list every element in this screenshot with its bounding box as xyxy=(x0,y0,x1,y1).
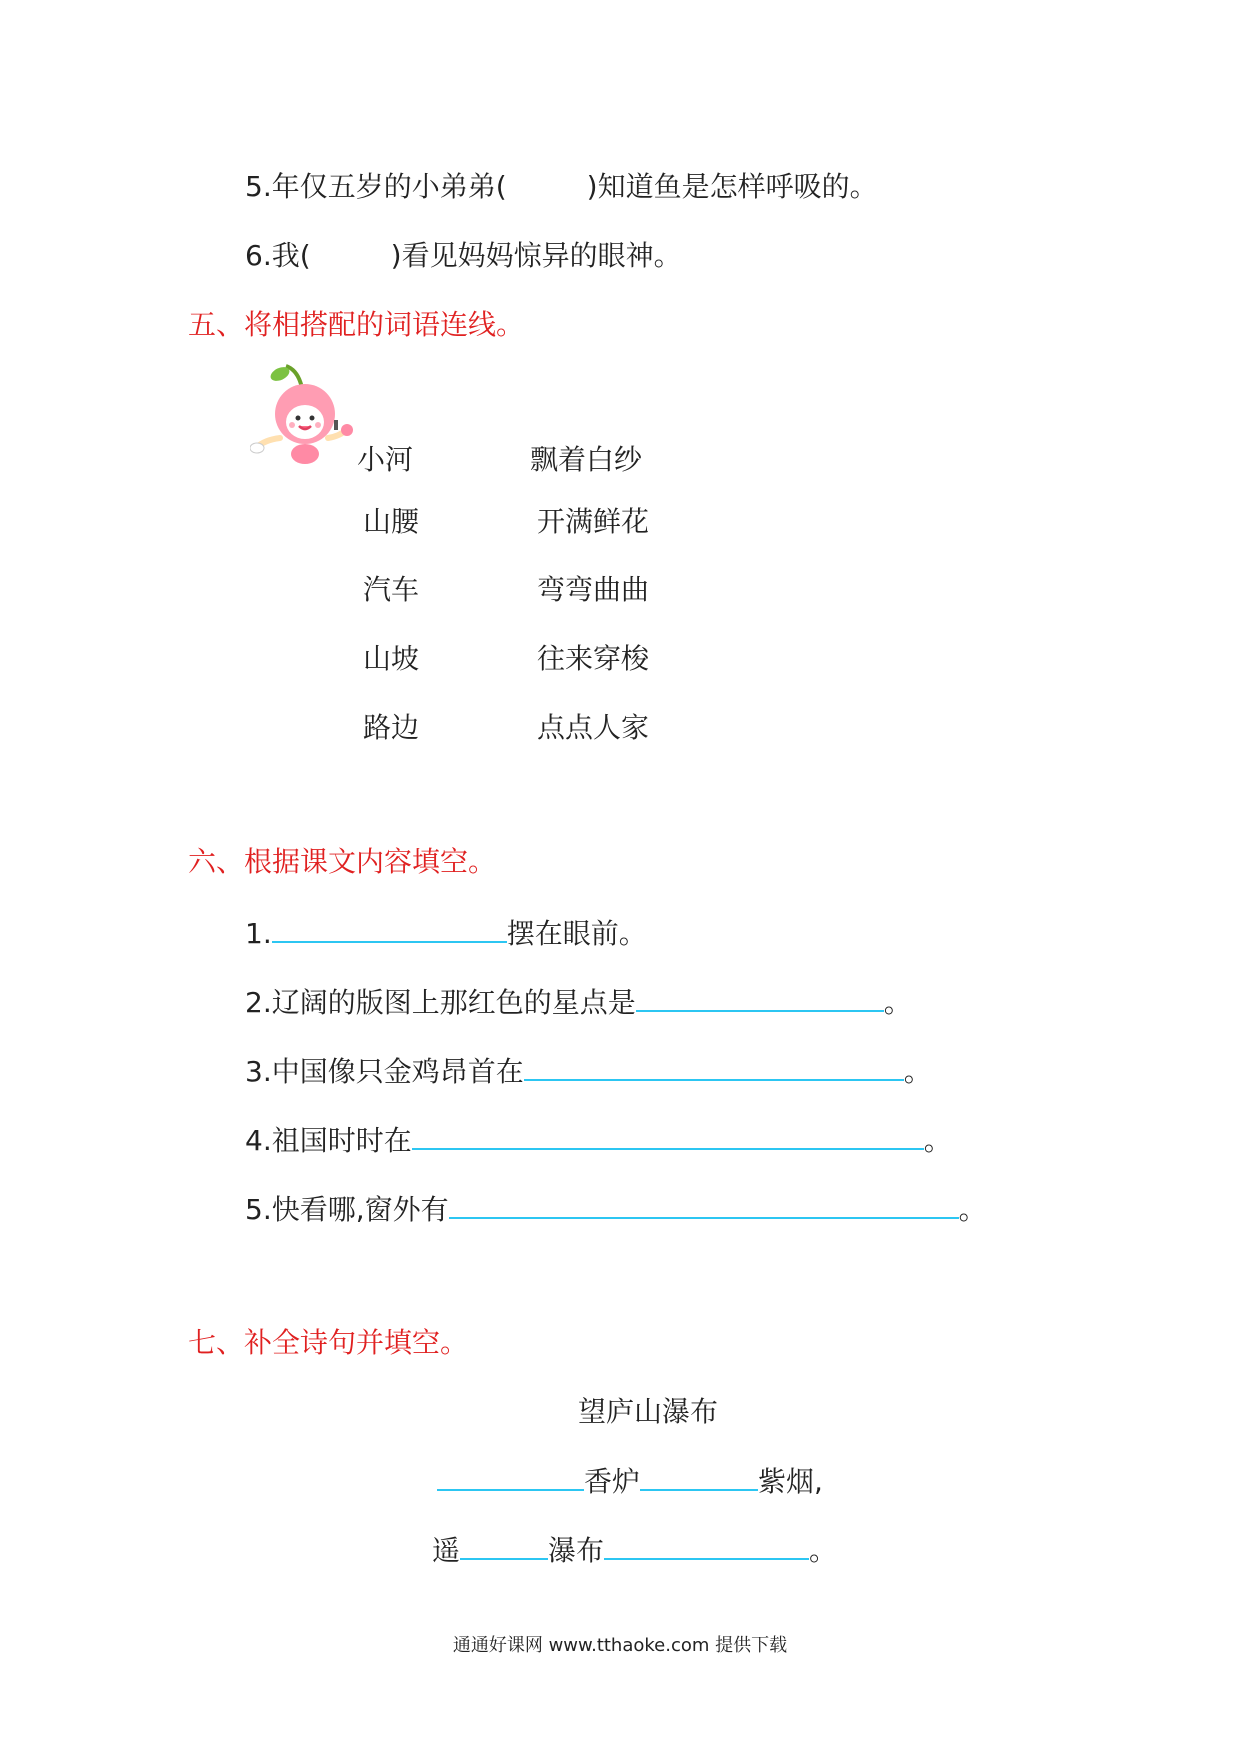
left-word[interactable]: 汽车 xyxy=(363,573,420,606)
left-word[interactable]: 山腰 xyxy=(363,505,420,538)
left-word[interactable]: 山坡 xyxy=(363,642,420,675)
section-5-title: 五、将相搭配的词语连线。 xyxy=(188,308,525,341)
fill-blank[interactable] xyxy=(437,1461,584,1491)
question-6-3: 3.中国像只金鸡昂首在 。 xyxy=(245,1051,932,1092)
question-6-4: 4.祖国时时在 。 xyxy=(245,1120,952,1161)
right-word[interactable]: 往来穿梭 xyxy=(537,642,650,675)
fill-blank[interactable] xyxy=(412,1120,924,1150)
right-word[interactable]: 弯弯曲曲 xyxy=(537,573,650,606)
poem-line-2: 遥 瀑布 。 xyxy=(432,1530,837,1571)
footer-credit: 通通好课网 www.tthaoke.com 提供下载 xyxy=(452,1635,788,1656)
fill-blank[interactable] xyxy=(640,1461,758,1491)
fill-blank[interactable] xyxy=(524,1051,904,1081)
cherry-mascot-icon xyxy=(250,362,360,472)
question-6-5: 5.快看哪,窗外有 。 xyxy=(245,1189,987,1230)
right-word[interactable]: 飘着白纱 xyxy=(530,443,643,476)
poem-title: 望庐山瀑布 xyxy=(578,1395,719,1428)
question-6-1: 1. 摆在眼前。 xyxy=(245,913,647,954)
question-6-2: 2.辽阔的版图上那红色的星点是 。 xyxy=(245,982,912,1023)
fill-blank[interactable] xyxy=(604,1530,809,1560)
section-6-title: 六、根据课文内容填空。 xyxy=(188,845,497,878)
poem-line-1: 香炉 紫烟, xyxy=(437,1461,823,1502)
fill-blank[interactable] xyxy=(449,1189,959,1219)
left-word[interactable]: 小河 xyxy=(357,443,414,476)
fill-blank[interactable] xyxy=(460,1530,548,1560)
question-4-5: 5.年仅五岁的小弟弟( )知道鱼是怎样呼吸的。 xyxy=(245,170,878,203)
right-word[interactable]: 点点人家 xyxy=(537,711,650,744)
question-4-6: 6.我( )看见妈妈惊异的眼神。 xyxy=(245,239,682,272)
left-word[interactable]: 路边 xyxy=(363,711,420,744)
fill-blank[interactable] xyxy=(636,982,884,1012)
right-word[interactable]: 开满鲜花 xyxy=(537,505,650,538)
fill-blank[interactable] xyxy=(272,913,507,943)
section-7-title: 七、补全诗句并填空。 xyxy=(188,1326,469,1359)
